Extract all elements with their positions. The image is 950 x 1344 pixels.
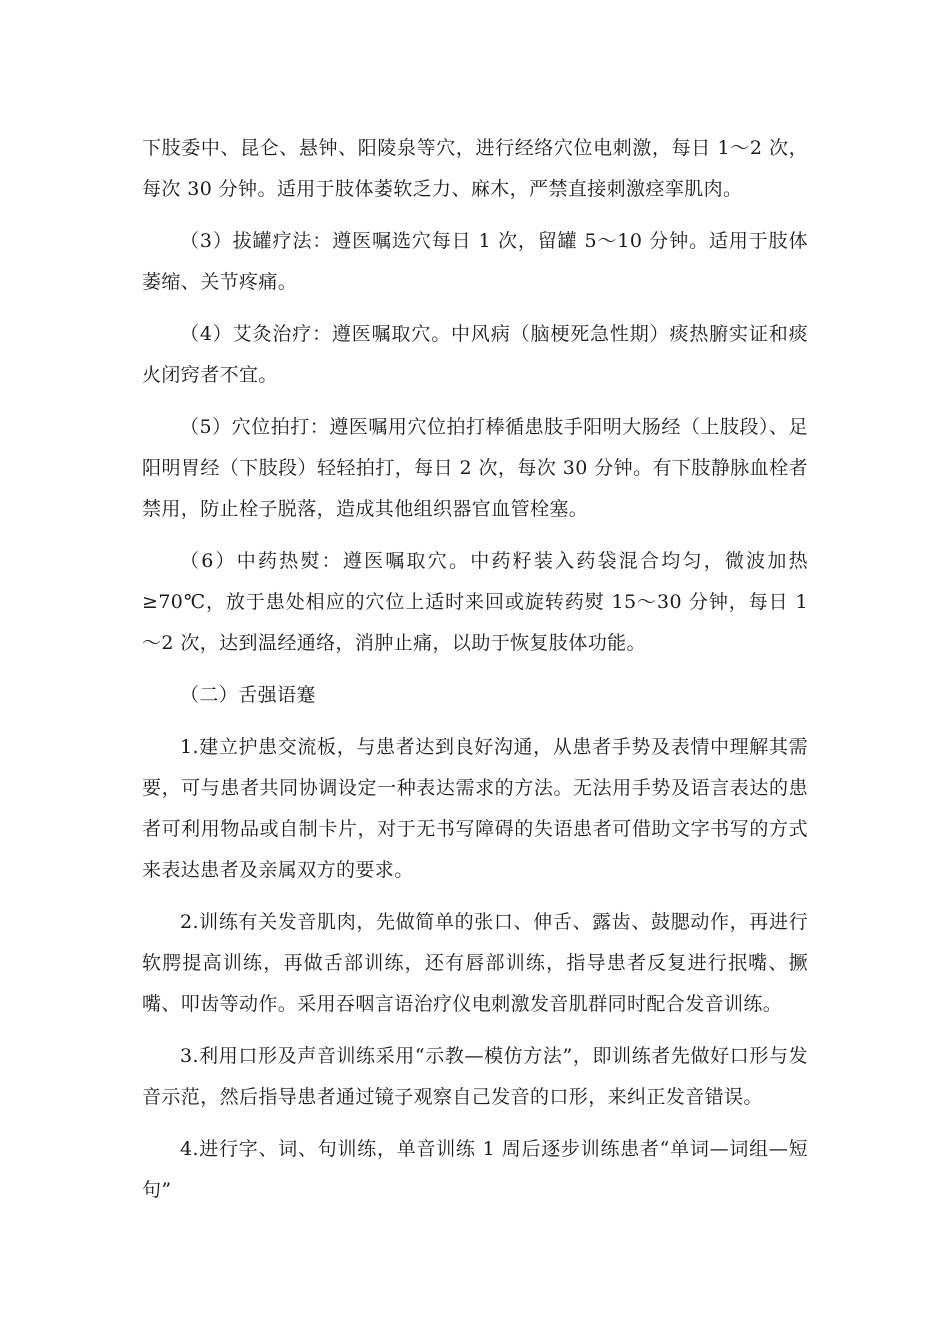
list-item-2: 2.训练有关发音肌肉，先做简单的张口、伸舌、露齿、鼓腮动作，再进行软腭提高训练，再做舌部训练，还有唇部训练，指导患者反复进行抿嘴、撅嘴、叩齿等动作。采用吞咽言语治疗仪电刺激发音肌群同时配合发音训练。 (142, 911, 808, 1015)
paragraph-cupping: （3）拔罐疗法：遵医嘱选穴每日 1 次，留罐 5～10 分钟。适用于肢体萎缩、关节疼痛。 (142, 230, 808, 293)
list-item-4: 4.进行字、词、句训练，单音训练 1 周后逐步训练患者“单词—词组—短句” (142, 1138, 808, 1201)
paragraph-acupoint-patting: （5）穴位拍打：遵医嘱用穴位拍打棒循患肢手阳明大肠经（上肢段）、足阳明胃经（下肢段）轻轻拍打，每日 2 次，每次 30 分钟。有下肢静脉血栓者禁用，防止栓子脱落，造成其他组织器官血管栓塞。 (142, 416, 808, 520)
list-item-3: 3.利用口形及声音训练采用“示教—模仿方法”，即训练者先做好口形与发音示范，然后指导患者通过镜子观察自己发音的口形，来纠正发音错误。 (142, 1045, 808, 1108)
paragraph-herbal-hot-compress: （6）中药热熨：遵医嘱取穴。中药籽装入药袋混合均匀，微波加热≥70℃，放于患处相应的穴位上适时来回或旋转药熨 15～30 分钟，每日 1～2 次，达到温经通络，消肿止痛，以助于恢复肢体功能。 (142, 550, 808, 654)
paragraph-moxibustion: （4）艾灸治疗：遵医嘱取穴。中风病（脑梗死急性期）痰热腑实证和痰火闭窍者不宜。 (142, 323, 808, 386)
document-body (142, 128, 808, 1222)
paragraph-continuation: 下肢委中、昆仑、悬钟、阳陵泉等穴，进行经络穴位电刺激，每日 1～2 次，每次 30 分钟。适用于肢体萎软乏力、麻木，严禁直接刺激痉挛肌肉。 (142, 137, 808, 200)
section-heading: （二）舌强语蹇 (180, 684, 316, 706)
list-item-1: 1.建立护患交流板，与患者达到良好沟通，从患者手势及表情中理解其需要，可与患者共同协调设定一种表达需求的方法。无法用手势及语言表达的患者可利用物品或自制卡片，对于无书写障碍的失语患者可借助文字书写的方式来表达患者及亲属双方的要求。 (142, 736, 808, 881)
